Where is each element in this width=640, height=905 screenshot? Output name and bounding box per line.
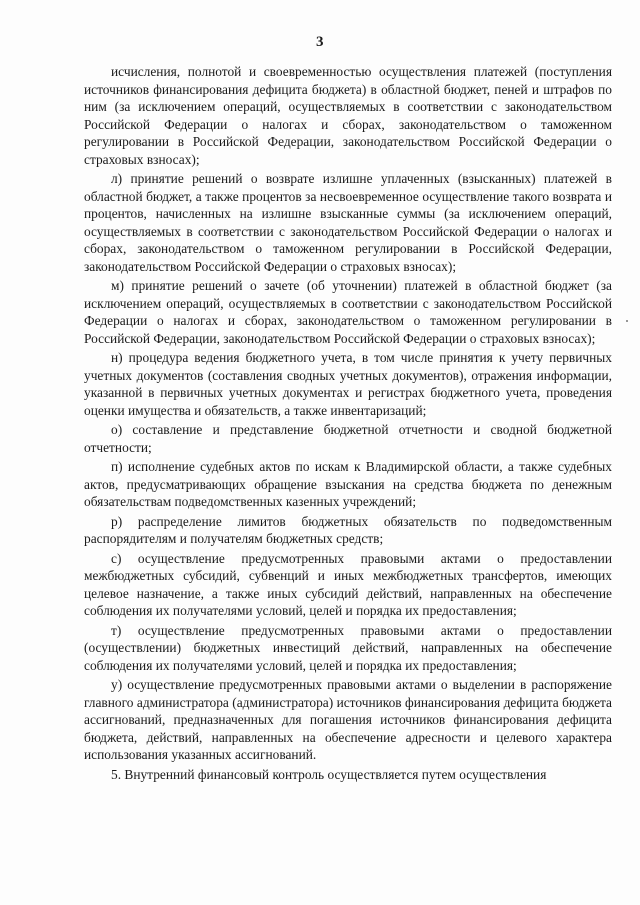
paragraph-item-l: л) принятие решений о возврате излишне уплаченных (взысканных) платежей в областной бюджет, а также процентов за несвоевременное осуществление такого возврата и процентов, начисленных на излишне взысканные суммы (за исключением операций, осуществляемых в соответствии с законодательством Российской Федерации о налогах и сборах, законодательством о таможенном регулировании в Российской Федерации, законодательством Российской Федерации о страховых взносах); bbox=[84, 171, 612, 274]
paragraph-section-5: 5. Внутренний финансовый контроль осуществляется путем осуществления bbox=[111, 766, 547, 782]
paragraph-item-u: у) осуществление предусмотренных правовыми актами о выделении в распоряжение главного администратора (администратора) источников финансирования дефицита бюджета ассигнований, предназначенных для погашения источников финансирования дефицита бюджета, действий, направленных на обеспечение адресности и целевого характера использования указанных ассигнований. bbox=[84, 677, 612, 762]
paragraph-item-p: п) исполнение судебных актов по искам к Владимирской области, а также судебных актов, предусматривающих обращение взыскания на средства бюджета по денежным обязательствам подведомственных казенных учреждений; bbox=[84, 459, 612, 509]
scan-speck bbox=[626, 320, 628, 322]
paragraph-item-s: с) осуществление предусмотренных правовыми актами о предоставлении межбюджетных субсидий, субвенций и иных межбюджетных трансфертов, имеющих целевое назначение, а также иных субсидий действий, направленных на обеспечение соблюдения их получателями условий, целей и порядка их предоставления; bbox=[84, 550, 612, 618]
document-body bbox=[84, 63, 612, 785]
paragraph-item-n: н) процедура ведения бюджетного учета, в том числе принятия к учету первичных учетных документов (составления сводных учетных документов), отражения информации, указанной в первичных учетных документах и регистрах бюджетного учета, проведения оценки имущества и обязательств, а также инвентаризаций; bbox=[84, 350, 612, 418]
paragraph-item-t: т) осуществление предусмотренных правовыми актами о предоставлении (осуществлении) бюджетных инвестиций действий, направленных на обеспечение соблюдения их получателями условий, целей и порядка их предоставления; bbox=[84, 622, 612, 673]
paragraph-item-m: м) принятие решений о зачете (об уточнении) платежей в областной бюджет (за исключением операций, осуществляемых в соответствии с законодательством Российской Федерации о налогах и сборах, законодательством о таможенном регулировании в Российской Федерации, законодательством Российской Федерации о страховых взносах); bbox=[84, 278, 612, 346]
page-number: 3 bbox=[316, 34, 324, 50]
paragraph-item-r: р) распределение лимитов бюджетных обязательств по подведомственным распорядителям и получателям бюджетных средств; bbox=[84, 513, 612, 546]
paragraph-continuation: исчисления, полнотой и своевременностью осуществления платежей (поступления источников финансирования дефицита бюджета) в областной бюджет, пеней и штрафов по ним (за исключением операций, осуществляемых в соответствии с законодательством Российской Федерации о налогах и сборах, законодательством о таможенном регулировании в Российской Федерации, законодательством Российской Федерации о страховых взносах); bbox=[84, 64, 612, 167]
paragraph-item-o: о) составление и представление бюджетной отчетности и сводной бюджетной отчетности; bbox=[84, 422, 612, 455]
